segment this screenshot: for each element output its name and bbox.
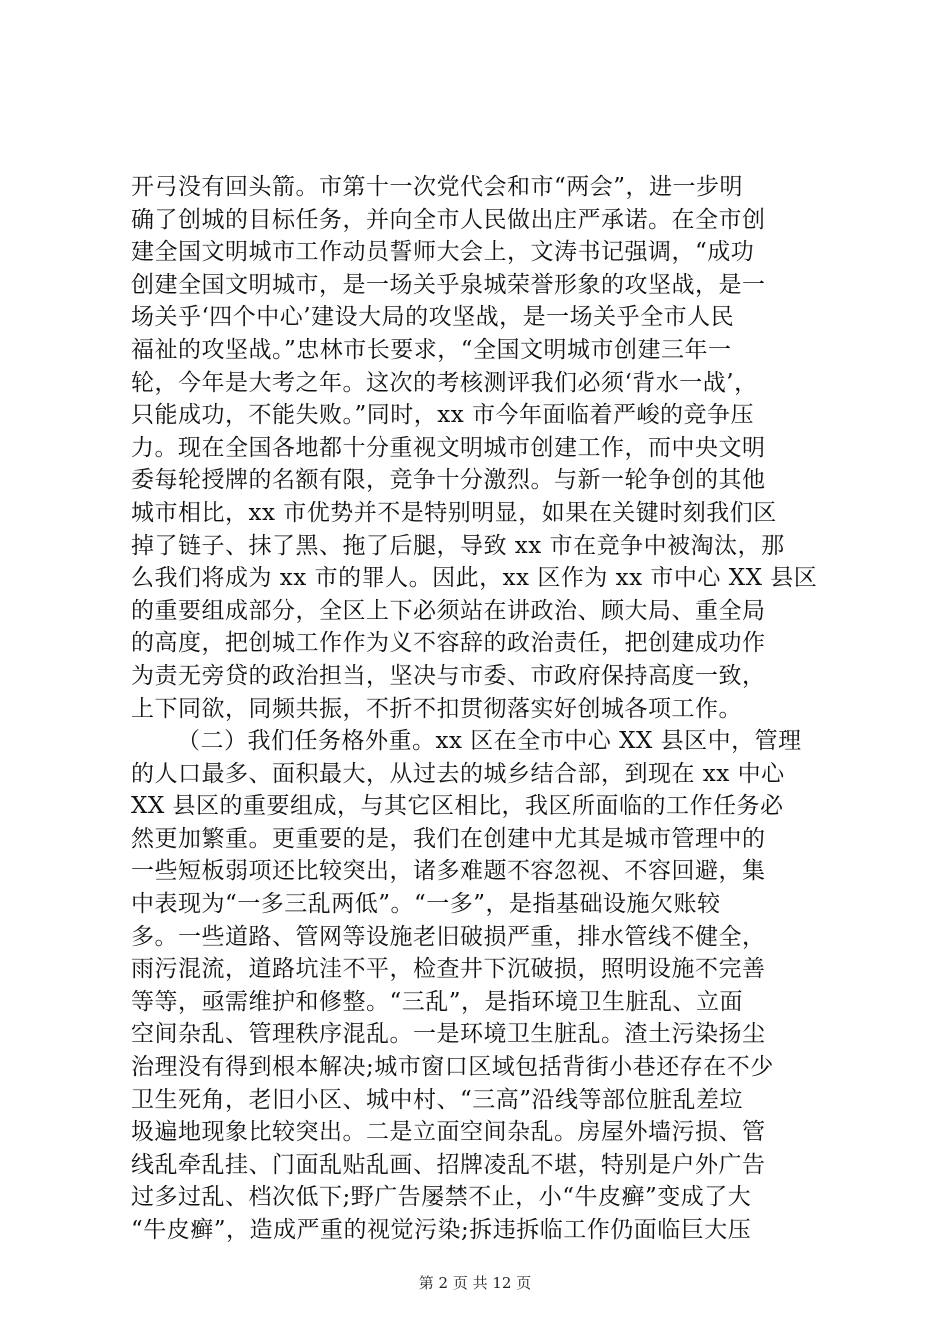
text-line: 一些短板弱项还比较突出，诸多难题不容忽视、不容回避，集 bbox=[131, 858, 766, 885]
text-line: 委每轮授牌的名额有限，竞争十分激烈。与新一轮争创的其他 bbox=[131, 467, 766, 494]
text-line: 轮，今年是大考之年。这次的考核测评我们必须‘背水一战’， bbox=[131, 369, 758, 396]
text-line: 城市相比，xx 市优势并不是特别明显，如果在关键时刻我们区 bbox=[131, 499, 777, 526]
text-line: “牛皮癣”，造成严重的视觉污染;拆违拆临工作仍面临巨大压 bbox=[131, 1217, 752, 1243]
text-line: 创建全国文明城市，是一场关乎泉城荣誉形象的攻坚战，是一 bbox=[131, 271, 766, 298]
text-line: 中表现为“一多三乱两低”。“一多”，是指基础设施欠账较 bbox=[131, 891, 721, 918]
text-line: 雨污混流，道路坑洼不平，检查井下沉破损，照明设施不完善 bbox=[131, 956, 766, 983]
text-line: 治理没有得到根本解决;城市窗口区域包括背街小巷还存在不少 bbox=[131, 1054, 774, 1081]
text-line: 线乱牵乱挂、门面乱贴乱画、招牌凌乱不堪，特别是户外广告 bbox=[131, 1151, 766, 1178]
text-line: 的人口最多、面积最大，从过去的城乡结合部，到现在 xx 中心 bbox=[131, 760, 785, 787]
text-line: 过多过乱、档次低下;野广告屡禁不止，小“牛皮癣”变成了大 bbox=[131, 1184, 752, 1211]
text-line: 卫生死角，老旧小区、城中村、“三高”沿线等部位脏乱差垃 bbox=[131, 1086, 744, 1113]
text-line: 的重要组成部分，全区上下必须站在讲政治、顾大局、重全局 bbox=[131, 597, 766, 624]
text-line: 么我们将成为 xx 市的罪人。因此，xx 区作为 xx 市中心 XX 县区 bbox=[131, 565, 818, 592]
text-line: 然更加繁重。更重要的是，我们在创建中尤其是城市管理中的 bbox=[131, 825, 766, 852]
text-line: 建全国文明城市工作动员誓师大会上，文涛书记强调，“成功 bbox=[131, 239, 755, 266]
text-line: 力。现在全国各地都十分重视文明城市创建工作，而中央文明 bbox=[131, 434, 766, 461]
text-line: 开弓没有回头箭。市第十一次党代会和市“两会”，进一步明 bbox=[131, 174, 744, 200]
text-line: 掉了链子、抹了黑、拖了后腿，导致 xx 市在竞争中被淘汰，那 bbox=[131, 532, 785, 559]
text-line: 场关乎‘四个中心’建设大局的攻坚战，是一场关乎全市人民 bbox=[131, 304, 735, 331]
text-line: 圾遍地现象比较突出。二是立面空间杂乱。房屋外墙污损、管 bbox=[131, 1119, 766, 1146]
text-line: 空间杂乱、管理秩序混乱。一是环境卫生脏乱。渣土污染扬尘 bbox=[131, 1021, 766, 1048]
text-line: 只能成功，不能失败。”同时，xx 市今年面临着严峻的竞争压 bbox=[131, 402, 755, 429]
text-line: 确了创城的目标任务，并向全市人民做出庄严承诺。在全市创 bbox=[131, 206, 766, 233]
text-line: 的高度，把创城工作作为义不容辞的政治责任，把创建成功作 bbox=[131, 630, 766, 657]
paragraph-start-line: （二）我们任务格外重。xx 区在全市中心 XX 县区中，管理 bbox=[177, 728, 802, 755]
text-line: 等等，亟需维护和修整。“三乱”，是指环境卫生脏乱、立面 bbox=[131, 988, 744, 1015]
text-line: 福祉的攻坚战。”忠林市长要求，“全国文明城市创建三年一 bbox=[131, 336, 732, 363]
text-line: 为责无旁贷的政治担当，坚决与市委、市政府保持高度一致， bbox=[131, 662, 766, 689]
page-number-footer: 第 2 页 共 12 页 bbox=[418, 1274, 532, 1292]
text-line: 多。一些道路、管网等设施老旧破损严重，排水管线不健全， bbox=[131, 923, 766, 950]
document-body bbox=[131, 171, 831, 1247]
text-line: XX 县区的重要组成，与其它区相比，我区所面临的工作任务必 bbox=[131, 793, 784, 820]
text-line: 上下同欲，同频共振，不折不扣贯彻落实好创城各项工作。 bbox=[131, 695, 742, 722]
